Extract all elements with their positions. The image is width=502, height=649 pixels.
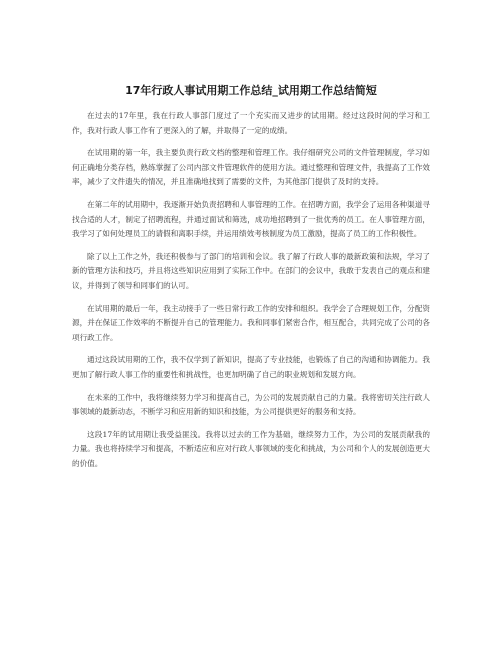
paragraph-3: 在第二年的试用期中，我逐渐开始负责招聘和人事管理的工作。在招聘方面，我学会了运用各种渠道寻找合适的人才，制定了招聘流程，并通过面试和筛选，成功地招聘到了一批优秀的员工。在人事管理方面，我学习了如何处理员工的请假和离职手续，并运用绩效考核制度为员工激励，提高了员工的工作积极性。 [72,199,430,239]
document-title: 17年行政人事试用期工作总结_试用期工作总结简短 [125,84,377,97]
paragraph-8: 这段17年的试用期让我受益匪浅。我将以过去的工作为基础，继续努力工作，为公司的发展贡献我的力量。我也将持续学习和提高，不断适应和应对行政人事领域的变化和挑战，为公司和个人的发展创造更大的价值。 [72,429,430,468]
paragraph-2: 在试用期的第一年，我主要负责行政文档的整理和管理工作。我仔细研究公司的文件管理制度，学习如何正确地分类存档，熟练掌握了公司内部文件管理软件的使用方法。通过整理和管理文件，我提高了工作效率，减少了文件遗失的情况，并且准确地找到了需要的文件，为其他部门提供了及时的支持。 [72,148,430,187]
paragraph-6: 通过这段试用期的工作，我不仅学到了新知识，提高了专业技能，也锻炼了自己的沟通和协调能力。我更加了解行政人事工作的重要性和挑战性，也更加明确了自己的职业规划和发展方向。 [72,355,430,379]
paragraph-4: 除了以上工作之外，我还积极参与了部门的培训和会议。我了解了行政人事的最新政策和法规，学习了新的管理方法和技巧，并且将这些知识应用到了实际工作中。在部门的会议中，我敢于发表自己的观点和建议，并得到了领导和同事们的认可。 [72,251,430,290]
paragraph-1: 在过去的17年里，我在行政人事部门度过了一个充实而又进步的试用期。经过这段时间的学习和工作，我对行政人事工作有了更深入的了解，并取得了一定的成绩。 [72,111,430,135]
paragraph-5: 在试用期的最后一年，我主动接手了一些日常行政工作的安排和组织。我学会了合理规划工作，分配资源，并在保证工作效率的不断提升自己的管理能力。我和同事们紧密合作，相互配合，共同完成了公司的各项行政工作。 [72,303,430,342]
paragraph-7: 在未来的工作中，我将继续努力学习和提高自己，为公司的发展贡献自己的力量。我将密切关注行政人事领域的最新动态，不断学习和应用新的知识和技能，为公司提供更好的服务和支持。 [72,392,430,417]
